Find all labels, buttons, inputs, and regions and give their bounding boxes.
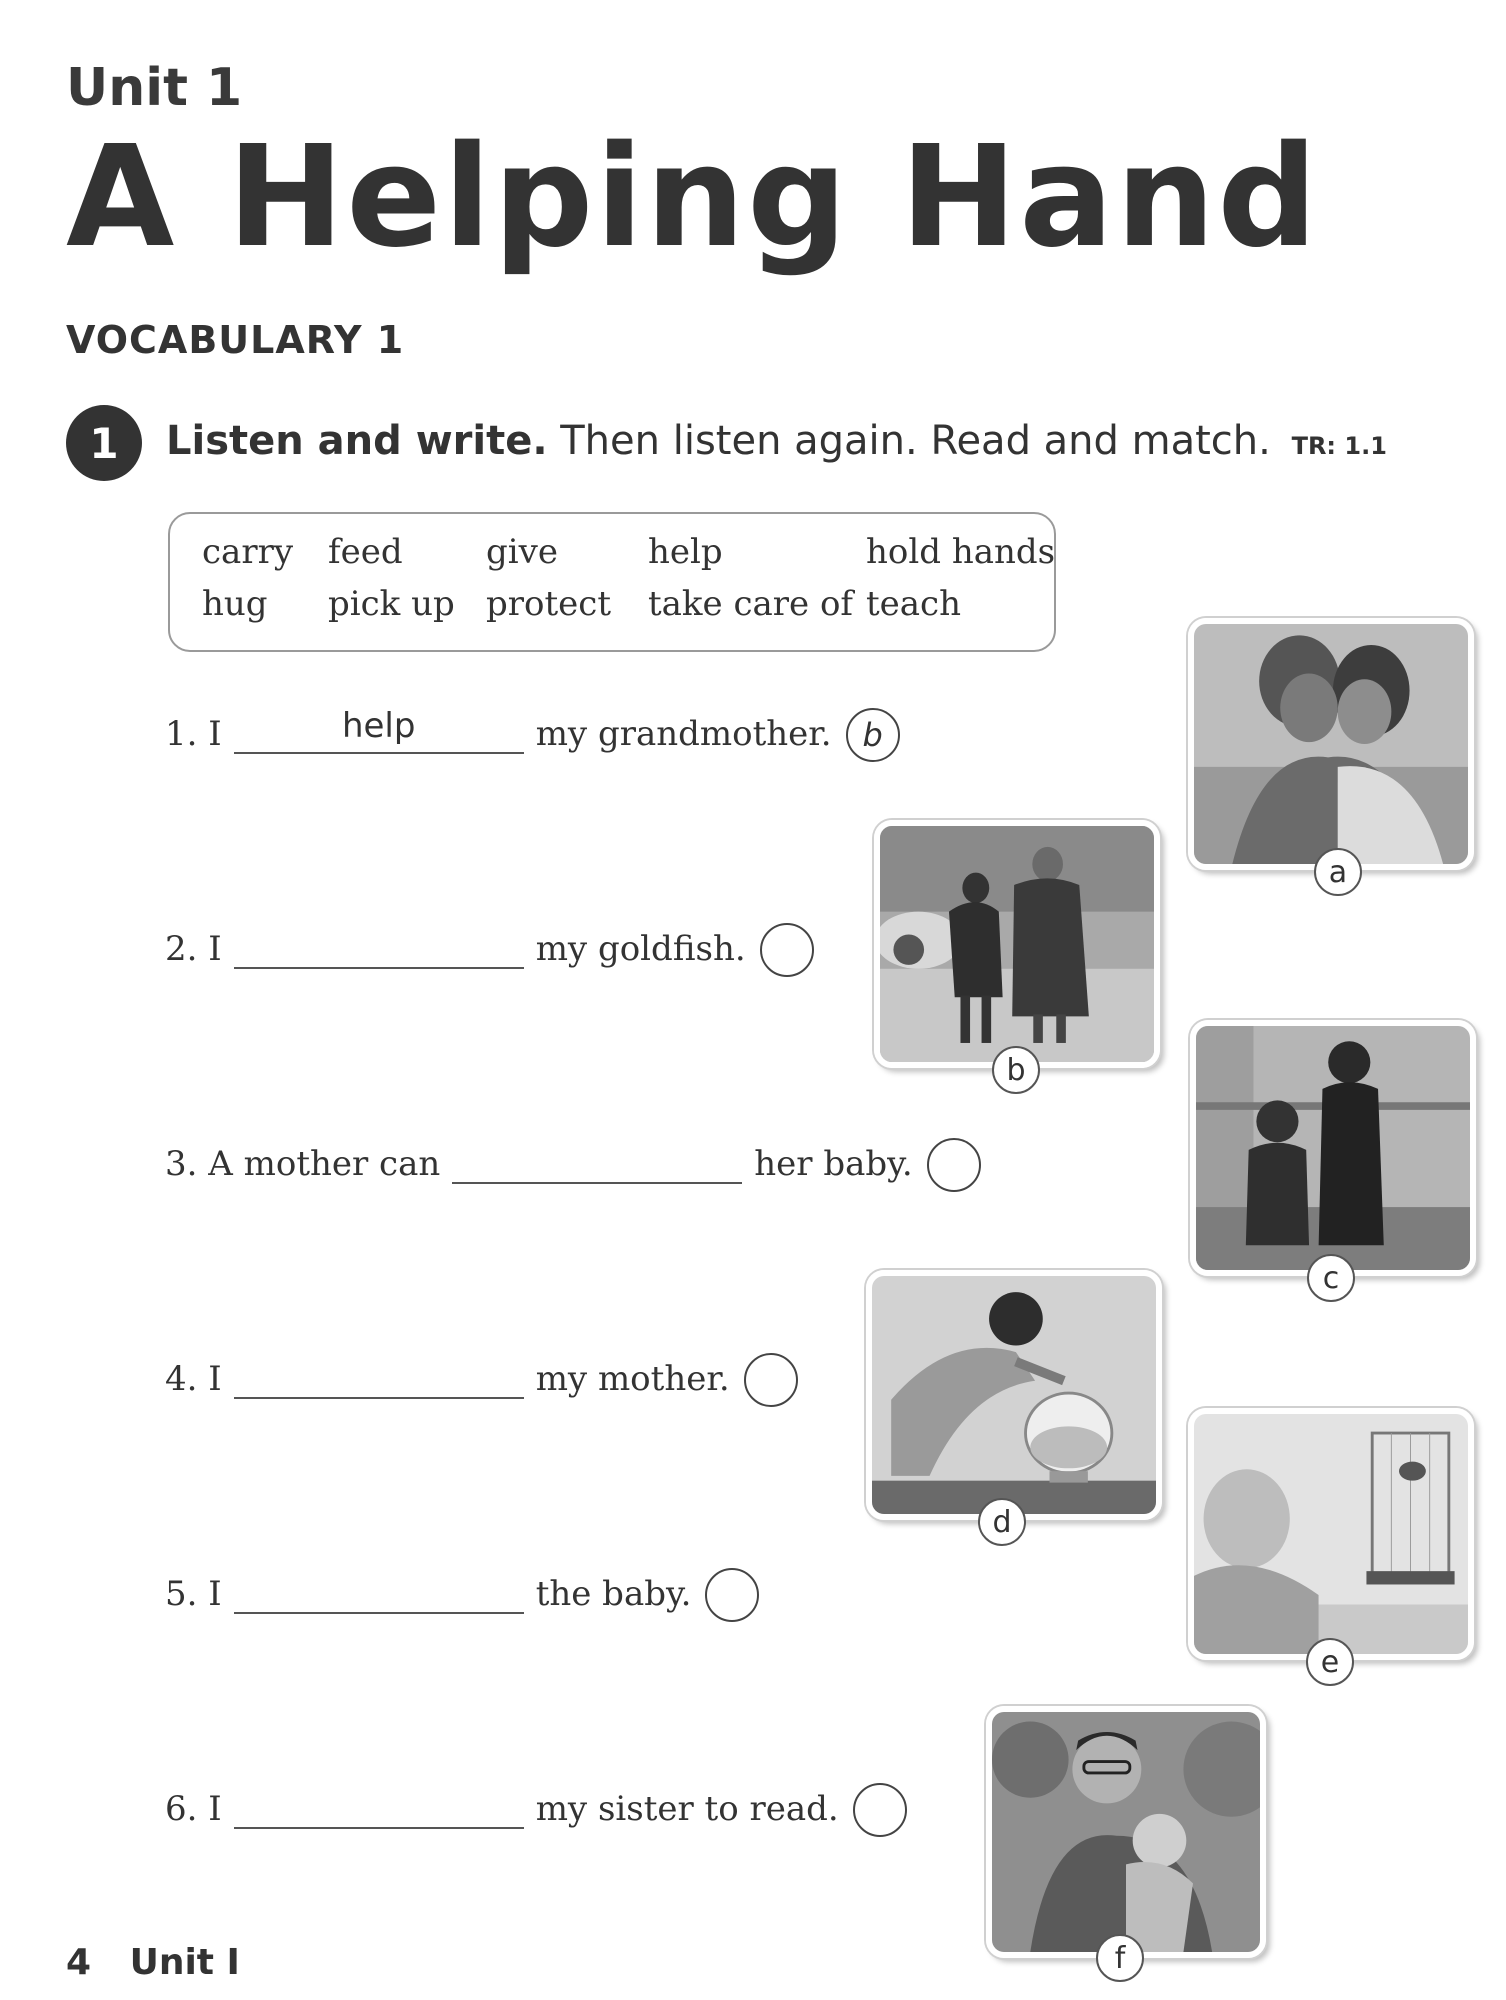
photo-f-image [992, 1712, 1260, 1952]
photo-d-goldfish [866, 1270, 1162, 1520]
answer-blank[interactable] [234, 1576, 524, 1614]
photo-label-c: c [1307, 1254, 1355, 1302]
answer-text: help [341, 706, 416, 746]
word-bank-item: hold hands [866, 532, 1056, 572]
sentence-prefix: 1. I [165, 714, 222, 754]
sentence-suffix: the baby. [535, 1574, 692, 1614]
word-bank-item: hug [202, 584, 268, 624]
sentence-suffix: her baby. [754, 1144, 913, 1184]
sentence-1 [165, 700, 900, 754]
match-circle[interactable] [853, 1783, 907, 1837]
answer-blank[interactable] [452, 1146, 742, 1184]
answer-blank[interactable] [234, 1361, 524, 1399]
sentence-4 [165, 1345, 798, 1399]
answer-blank[interactable] [234, 706, 524, 754]
photo-c-image [1196, 1026, 1470, 1270]
word-bank-item: pick up [328, 584, 455, 624]
sentence-suffix: my goldfish. [535, 929, 746, 969]
activity-instruction [166, 418, 1387, 464]
sentence-prefix: 4. I [165, 1359, 222, 1399]
photo-c-sisters [1190, 1020, 1476, 1276]
sentence-prefix: 6. I [165, 1789, 222, 1829]
photo-b-hold-hands [874, 820, 1160, 1068]
answer-blank[interactable] [234, 1791, 524, 1829]
unit-label: Unit 1 [66, 58, 243, 118]
page-title: A Helping Hand [66, 116, 1320, 279]
sentence-prefix: 2. I [165, 929, 222, 969]
instruction-rest: Then listen again. Read and match. [560, 418, 1271, 464]
activity-number-badge: 1 [66, 405, 142, 481]
page-number: 4 [66, 1942, 92, 1983]
photo-label-a: a [1314, 848, 1362, 896]
word-bank-item: feed [328, 532, 403, 572]
word-bank [168, 512, 1056, 652]
page-footer [66, 1942, 240, 1983]
instruction-bold: Listen and write. [166, 418, 548, 464]
word-bank-item: carry [202, 532, 294, 572]
match-circle[interactable] [744, 1353, 798, 1407]
match-circle[interactable] [705, 1568, 759, 1622]
photo-e-bird [1188, 1408, 1474, 1660]
match-circle[interactable] [760, 923, 814, 977]
track-label: TR: 1.1 [1291, 432, 1387, 460]
sentence-prefix: 5. I [165, 1574, 222, 1614]
photo-label-b: b [992, 1046, 1040, 1094]
photo-b-image [880, 826, 1154, 1062]
sentence-prefix: 3. A mother can [165, 1144, 441, 1184]
word-bank-item: teach [866, 584, 961, 624]
photo-label-d: d [978, 1498, 1026, 1546]
photo-a-hug [1188, 618, 1474, 870]
photo-d-image [872, 1276, 1156, 1514]
footer-unit: Unit I [129, 1942, 240, 1983]
sentence-2 [165, 915, 814, 969]
word-bank-item: take care of [648, 584, 854, 624]
word-bank-item: protect [486, 584, 611, 624]
sentence-suffix: my mother. [535, 1359, 730, 1399]
sentence-5 [165, 1560, 759, 1614]
photo-f-father-baby [986, 1706, 1266, 1958]
section-heading: VOCABULARY 1 [66, 318, 405, 362]
photo-label-e: e [1306, 1638, 1354, 1686]
sentence-suffix: my grandmother. [535, 714, 832, 754]
match-circle[interactable]: b [846, 708, 900, 762]
word-bank-item: help [648, 532, 723, 572]
photo-a-image [1194, 624, 1468, 864]
photo-e-image [1194, 1414, 1468, 1654]
match-circle[interactable] [927, 1138, 981, 1192]
sentence-suffix: my sister to read. [535, 1789, 839, 1829]
answer-blank[interactable] [234, 931, 524, 969]
sentence-3 [165, 1130, 981, 1184]
word-bank-item: give [486, 532, 558, 572]
sentence-6 [165, 1775, 907, 1829]
photo-label-f: f [1096, 1934, 1144, 1982]
